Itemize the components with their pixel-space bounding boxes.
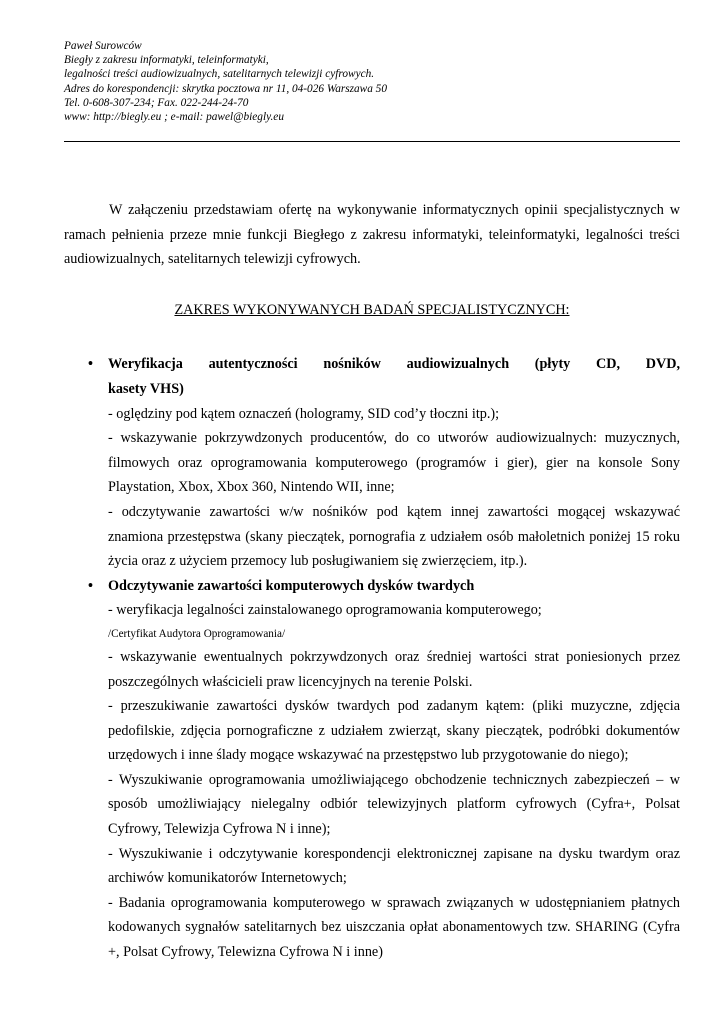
intro-paragraph: W załączeniu przedstawiam ofertę na wykonywanie informatycznych opinii specjalistycznych w ramach pełnienia przeze mnie funkcji Biegłego z zakresu informatyki, teleinformatyki, legalności treści audiowizualnych, satelitarnych telewizji cyfrowych. <box>64 202 680 268</box>
item-title-cont: kasety VHS) <box>108 380 184 397</box>
section-title: ZAKRES WYKONYWANYCH BADAŃ SPECJALISTYCZNYCH: <box>174 301 570 318</box>
list-point: - Wyszukiwanie i odczytywanie korespondencji elektronicznej zapisane na dysku twardym oraz archiwów komunikatorów Internetowych; <box>108 845 680 887</box>
list-point: - wskazywanie ewentualnych pokrzywdzonych oraz średniej wartości strat poniesionych przez poszczególnych właścicieli praw licencyjnych na terenie Polski. <box>108 648 680 690</box>
bullet-icon: • <box>88 577 93 594</box>
list-point: - Wyszukiwanie oprogramowania umożliwiającego obchodzenie technicznych zabezpieczeń – w sposób umożliwiający nielegalny odbiór telewizyjnych platform cyfrowych (Cyfra+, Polsat Cyfrowy, Telewizja Cyfrowa N i inne); <box>108 771 680 838</box>
phone-fax: Tel. 0-608-307-234; Fax. 022-244-24-70 <box>64 96 249 109</box>
list-item-disk-analysis <box>64 574 680 965</box>
bullet-icon: • <box>88 356 93 373</box>
document-body <box>64 198 680 965</box>
item-title: Weryfikacja autentyczności nośników audiowizualnych (płyty CD, DVD, <box>108 356 680 373</box>
postal-address: Adres do korespondencji: skrytka pocztowa nr 11, 04-026 Warszawa 50 <box>64 82 387 95</box>
certificate-note: /Certyfikat Audytora Oprogramowania/ <box>108 627 286 640</box>
list-point: - odczytywanie zawartości w/w nośników pod kątem innej zawartości mogącej wskazywać znamiona przestępstwa (skany pieczątek, pornografia z udziałem osób małoletnich poniżej 15 roku życia oraz z użyciem przemocy lub posługiwaniem się zwierzęciem, itp.). <box>108 503 680 570</box>
web-email: www: http://biegly.eu ; e-mail: pawel@biegly.eu <box>64 111 284 124</box>
list-point: - Badania oprogramowania komputerowego w sprawach związanych w udostępnianiem płatnych kodowanych sygnałów satelitarnych bez uiszczania opłat abonamentowych tzw. SHARING (Cyfra +, Polsat Cyfrowy, Telewizna Cyfrowa N i inne) <box>108 894 680 961</box>
list-point: - weryfikacja legalności zainstalowanego oprogramowania komputerowego; <box>108 602 542 619</box>
services-list <box>64 352 680 964</box>
list-point: - oględziny pod kątem oznaczeń (hologramy, SID cod’y tłoczni itp.); <box>108 405 500 422</box>
author-expertise-cont: legalności treści audiowizualnych, satelitarnych telewizji cyfrowych. <box>64 68 375 81</box>
item-title: Odczytywanie zawartości komputerowych dysków twardych <box>108 577 475 594</box>
list-item-media-verification <box>64 352 680 573</box>
author-expertise: Biegły z zakresu informatyki, teleinformatyki, <box>64 54 269 67</box>
header-divider <box>64 141 680 142</box>
author-name: Paweł Surowców <box>64 40 142 52</box>
list-point: - wskazywanie pokrzywdzonych producentów, do co utworów audiowizualnych: muzycznych, filmowych oraz oprogramowania komputerowego (programów i gier), gier na konsole Sony Playstation, Xbox, Xbox 360, Nintendo WII, inne; <box>108 430 680 496</box>
list-point: - przeszukiwanie zawartości dysków twardych pod zadanym kątem: (pliki muzyczne, zdjęcia pedofilskie, zdjęcia pornograficzne z udziałem zwierząt, skany pieczątek, podróbki dokumentów urzędowych i inne ślady mogące wskazywać na przestępstwo lub przygotowanie do niego); <box>108 698 680 764</box>
letterhead <box>64 39 684 124</box>
